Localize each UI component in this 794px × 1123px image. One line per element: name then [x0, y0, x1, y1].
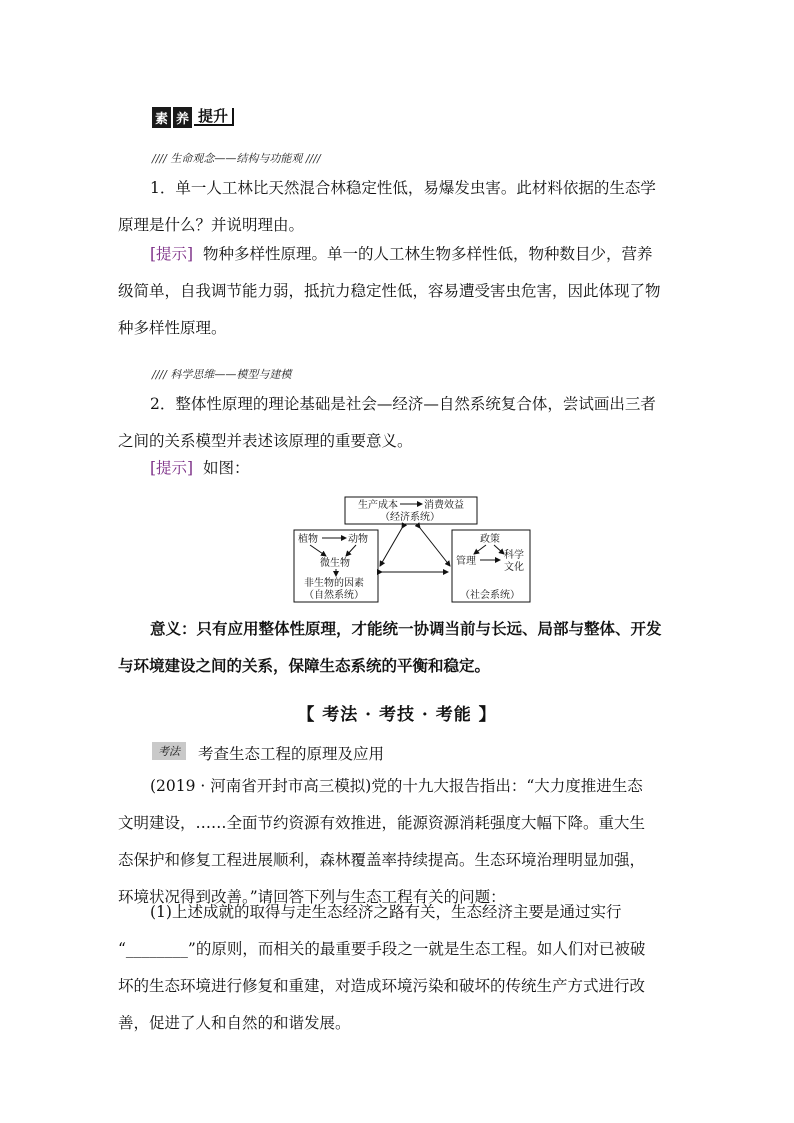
- section2-label: [152, 366, 291, 382]
- badge-char-2: 养: [173, 107, 192, 128]
- p1-line3: 态保护和修复工程进展顺利，森林覆盖率持续提高。生态环境治理明显加强，: [118, 851, 646, 869]
- q-line3: 坏的生态环境进行修复和重建，对造成环境污染和破坏的传统生产方式进行改: [118, 977, 646, 995]
- meaning-line2: 与环境建设之间的关系，保障生态系统的平衡和稳定。: [118, 656, 491, 675]
- slash-decoration: ////: [152, 368, 171, 381]
- section1-label: [152, 150, 321, 166]
- soc-arrow-2: [494, 545, 504, 554]
- section-title: 【 考法 · 考技 · 考能 】: [297, 705, 497, 725]
- econ-soc-link: [420, 528, 450, 566]
- a1-line1: 物种多样性原理。单一的人工林生物多样性低，物种数目少，营养: [202, 245, 653, 263]
- section-badge: [152, 106, 234, 128]
- hint-label-2: [提示]: [150, 459, 194, 477]
- kaofa-tag: 考法: [152, 742, 186, 760]
- a1-line3: 种多样性原理。: [118, 319, 227, 337]
- soc-culture: 文化: [504, 562, 524, 573]
- soc-arrow-1: [474, 545, 486, 554]
- question-2: [118, 386, 678, 460]
- soc-manage: 管理: [456, 556, 476, 567]
- a2-intro: 如图：: [202, 459, 250, 477]
- badge-char-1: 素: [152, 107, 171, 128]
- econ-cost: 生产成本: [358, 500, 398, 511]
- nat-arrow-3: [346, 545, 356, 556]
- meaning-line1: 意义：只有应用整体性原理，才能统一协调当前与长远、局部与整体、开发: [150, 619, 662, 638]
- question-1: [118, 170, 678, 244]
- nat-animal: 动物: [348, 534, 368, 545]
- q2-line2: 之间的关系模型并表述该原理的重要意义。: [118, 432, 413, 450]
- answer-1: [118, 236, 678, 347]
- nat-plant: 植物: [298, 534, 318, 545]
- section1-label-text: 生命观念——结构与功能观: [170, 152, 303, 165]
- kaofa-question-1: [118, 894, 678, 1042]
- kaofa-title: 考查生态工程的原理及应用: [198, 745, 385, 763]
- slash-decoration: ////: [152, 152, 171, 165]
- q1-line1: 1．单一人工林比天然混合林稳定性低，易爆发虫害。此材料依据的生态学: [150, 179, 656, 197]
- slash-decoration: ////: [302, 152, 321, 165]
- badge-char-3: 提升: [194, 108, 234, 126]
- nat-arrow-2: [310, 545, 326, 556]
- meaning-paragraph: [118, 610, 678, 684]
- econ-label: （经济系统）: [380, 512, 440, 523]
- q-line2: “________”的原则，而相关的最重要手段之一就是生态工程。如人们对已被破: [118, 940, 646, 958]
- soc-label: （社会系统）: [460, 590, 520, 601]
- system-relation-diagram: [290, 494, 535, 606]
- soc-policy: 政策: [480, 534, 500, 545]
- section2-label-text: 科学思维——模型与建模: [170, 368, 292, 381]
- p1-line4: 环境状况得到改善。”请回答下列与生态工程有关的问题：: [118, 888, 506, 906]
- q-line1: (1)上述成就的取得与走生态经济之路有关，生态经济主要是通过实行: [150, 903, 622, 921]
- p1-line1: (2019 · 河南省开封市高三模拟)党的十九大报告指出：“大力度推进生态: [150, 777, 643, 795]
- hint-label-1: [提示]: [150, 245, 194, 263]
- econ-benefit: 消费效益: [424, 500, 464, 511]
- q-line4: 善，促进了人和自然的和谐发展。: [118, 1014, 351, 1032]
- answer-2-intro: [118, 450, 678, 487]
- econ-nat-link: [380, 528, 402, 566]
- nat-label: （自然系统）: [304, 590, 364, 601]
- q2-line1: 2．整体性原理的理论基础是社会—经济—自然系统复合体，尝试画出三者: [150, 395, 656, 413]
- soc-science: 科学: [504, 550, 524, 561]
- nat-microbe: 微生物: [320, 558, 350, 569]
- nat-abiotic: 非生物的因素: [304, 578, 364, 589]
- p1-line2: 文明建设，……全面节约资源有效推进，能源资源消耗强度大幅下降。重大生: [118, 814, 646, 832]
- q1-line2: 原理是什么？并说明理由。: [118, 216, 305, 234]
- a1-line2: 级简单，自我调节能力弱，抵抗力稳定性低，容易遭受害虫危害，因此体现了物: [118, 282, 661, 300]
